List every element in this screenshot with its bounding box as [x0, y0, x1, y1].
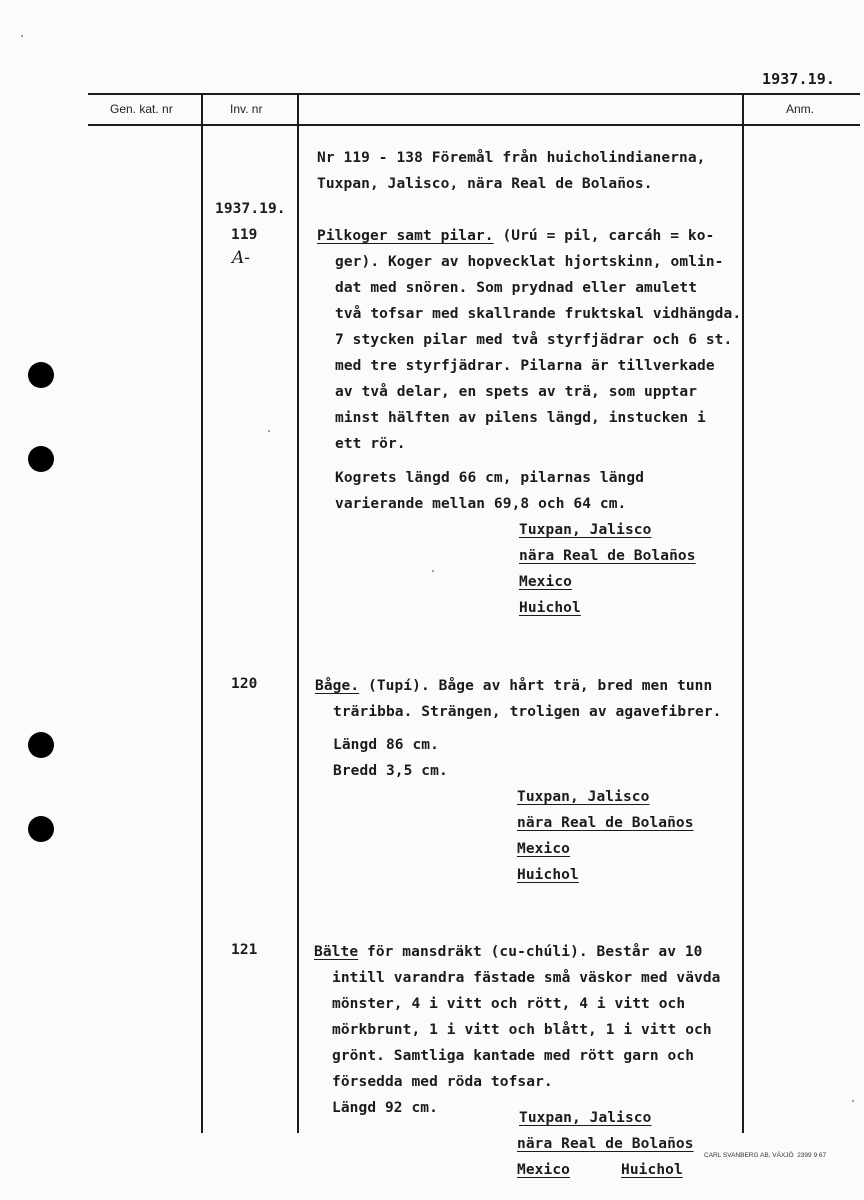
column-divider: [297, 93, 299, 1133]
header-top-rule: [88, 93, 860, 95]
inv-number: 121: [231, 942, 258, 958]
locality-line: Mexico: [517, 1162, 570, 1178]
intro-line: Nr 119 - 138 Föremål från huicholindianerna,: [317, 150, 706, 166]
locality-line: Huichol: [517, 867, 579, 883]
measurement-line: Längd 86 cm.: [333, 737, 439, 753]
page-number: 1937.19.: [762, 70, 836, 88]
entry-text-line: mörkbrunt, 1 i vitt och blått, 1 i vitt och: [332, 1022, 712, 1038]
entry-text-line: dat med snören. Som prydnad eller amulett: [335, 280, 698, 296]
measurement-line: Bredd 3,5 cm.: [333, 763, 448, 779]
column-divider: [201, 93, 203, 1133]
entry-title: Pilkoger samt pilar.: [317, 228, 494, 244]
entry-text-line: intill varandra fästade små väskor med vävda: [332, 970, 721, 986]
locality-line: nära Real de Bolaños: [517, 815, 694, 831]
entry-text-line: träribba. Strängen, troligen av agavefibrer.: [333, 704, 722, 720]
header-inv-nr: Inv. nr: [230, 102, 263, 116]
entry-text-line: två tofsar med skallrande fruktskal vidhängda.: [335, 306, 742, 322]
entry-text-line: Pilkoger samt pilar. (Urú = pil, carcáh = ko-: [317, 228, 715, 244]
entry-text-line: Bälte för mansdräkt (cu-chúli). Består av 10: [314, 944, 703, 960]
entry-title: Båge.: [315, 678, 360, 694]
entry-title: Bälte: [314, 944, 359, 960]
binder-hole: [28, 816, 54, 842]
binder-hole: [28, 446, 54, 472]
binder-hole: [28, 362, 54, 388]
paper-speck: [268, 430, 270, 432]
locality-line: nära Real de Bolaños: [519, 548, 696, 564]
locality-line: nära Real de Bolaños: [517, 1136, 694, 1152]
entry-text-line: minst hälften av pilens längd, instucken i: [335, 410, 706, 426]
locality-line: Tuxpan, Jalisco: [519, 522, 652, 538]
measurement-line: Längd 92 cm.: [332, 1100, 438, 1116]
entry-text-line: ett rör.: [335, 436, 406, 452]
locality-line: Mexico: [517, 841, 570, 857]
intro-line: Tuxpan, Jalisco, nära Real de Bolaños.: [317, 176, 653, 192]
printer-mark: CARL SVANBERG AB, VÄXJÖ 2399 9 67: [704, 1152, 827, 1159]
paper-speck: [21, 35, 23, 37]
locality-line: Huichol: [519, 600, 581, 616]
locality-line: Tuxpan, Jalisco: [519, 1110, 652, 1126]
entry-text-line: ger). Koger av hopvecklat hjortskinn, omlin-: [335, 254, 724, 270]
entry-text-line: mönster, 4 i vitt och rött, 4 i vitt och: [332, 996, 686, 1012]
locality-line: Tuxpan, Jalisco: [517, 789, 650, 805]
measurement-line: varierande mellan 69,8 och 64 cm.: [335, 496, 627, 512]
locality-line: Mexico: [519, 574, 572, 590]
inv-prefix: 1937.19.: [215, 201, 286, 217]
inv-number: 120: [231, 676, 258, 692]
locality-line: Huichol: [621, 1162, 683, 1178]
handwritten-mark: A-: [232, 248, 251, 268]
header-anm: Anm.: [786, 102, 815, 116]
entry-text-line: 7 stycken pilar med två styrfjädrar och 6 st.: [335, 332, 733, 348]
entry-text-line: grönt. Samtliga kantade med rött garn och: [332, 1048, 695, 1064]
column-divider: [742, 93, 744, 1133]
header-bottom-rule: [88, 124, 860, 126]
binder-hole: [28, 732, 54, 758]
entry-text-line: försedda med röda tofsar.: [332, 1074, 553, 1090]
inv-number: 119: [231, 227, 258, 243]
paper-speck: [432, 570, 434, 572]
header-gen-kat-nr: Gen. kat. nr: [110, 102, 173, 116]
paper-speck: [852, 1100, 854, 1102]
measurement-line: Kogrets längd 66 cm, pilarnas längd: [335, 470, 645, 486]
entry-text-line: med tre styrfjädrar. Pilarna är tillverkade: [335, 358, 715, 374]
entry-text-line: Båge. (Tupí). Båge av hårt trä, bred men tunn: [315, 678, 713, 694]
entry-text-line: av två delar, en spets av trä, som upptar: [335, 384, 698, 400]
